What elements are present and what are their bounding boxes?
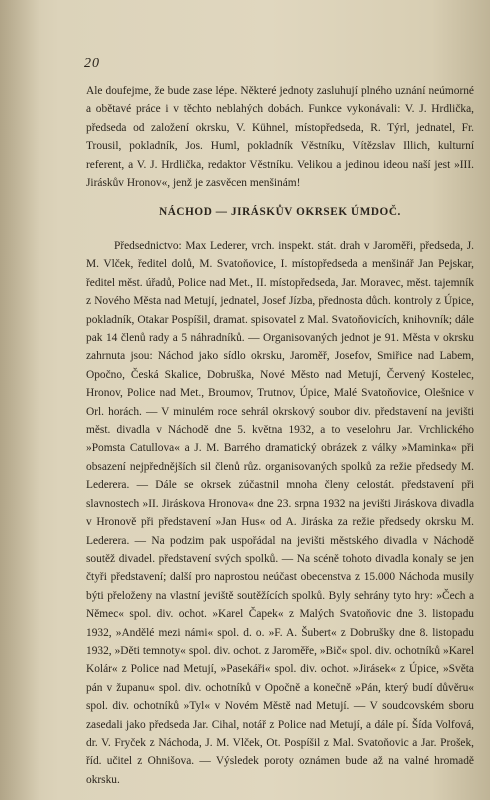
intro-paragraph: Ale doufejme, že bude zase lépe. Některé jednoty zasluhují plného uznání neúmorné a obětavé práce i v těchto neblahých dobách. Funkce vykonávali: V. J. Hrdlička, předseda od založení okrsku, V. Kühnel, místopředseda, R. Týrl, jednatel, Fr. Trousil, pokladník, Jos. Huml, pokladník Věstníku, Vítězslav Illich, kulturní referent, a V. J. Hrdlička, redaktor Věstníku. Velikou a jedinou ideou naší jest »III. Jiráskův Hronov«, jenž je zasvěcen menšinám! (86, 85, 474, 190)
binding-shadow (0, 0, 40, 800)
section-body-paragraph: Předsednictvo: Max Lederer, vrch. inspekt. stát. drah v Jaroměři, předseda, J. M. Vlček, ředitel dolů, M. Svatoňovice, I. místopředseda a menšinář Jan Pejskar, ředitel měst. úřadů, Police nad Met., II. místopředseda, Jar. Moravec, měst. tajemník z Nového Města nad Metují, jednatel, Josef Jízba, přednosta důch. kontroly z Úpice, pokladník, Otakar Pospíšil, dramat. spisovatel z Mal. Svatoňovicích, knihovník; dále pak 14 členů rady a 5 náhradníků. — Organisovaných jednot je 91. Města v okrsku zahrnuta jsou: Náchod jako sídlo okrsku, Jaroměř, Josefov, Smiřice nad Labem, Opočno, Česká Skalice, Dobruška, Nové Město nad Metují, Červený Kostelec, Hronov, Police nad Met., Broumov, Trutnov, Úpice, Malé Svatoňovice, Olešnice v Orl. horách. — V minulém roce sehrál okrskový soubor div. představení na jevišti měst. divadla v Náchodě dne 5. května 1932, a to veselohru Jar. Vrchlického »Pomsta Catullova« a J. M. Barrého dramatický obrázek z války »Maminka« při obsazení nejpřednějších sil členů růz. organisovaných spolků za režie předsedy M. Lederera. — Dále se okrsek zúčastnil mnoha členy celostát. představení při slavnostech »II. Jiráskova Hronova« dne 23. srpna 1932 na jevišti Jiráskova divadla v Hronově při představení »Jan Hus« od A. Jiráska za režie předsedy okrsku M. Lederera. — Na podzim pak uspořádal na jevišti městského divadla v Náchodě soutěž divadel. představení svých spolků. — Na scéně tohoto divadla konaly se jen čtyři představení; další pro naprostou neúčast obecenstva z 15.000 Náchoda musily býti přeloženy na vlastní jeviště soutěžících spolků. Byly sehrány tyto hry: »Čech a Němec« spol. div. ochot. »Karel Čapek« z Malých Svatoňovic dne 3. listopadu 1932, »Andělé mezi námi« spol. d. o. »F. A. Šubert« z Dobrušky dne 8. listopadu 1932, »Děti temnoty« spol. div. ochot. z Jaroměře, »Bič« spol. div. ochotníků »Karel Kolár« z Police nad Metují, »Pasekáři« spol. div. ochot. »Jirásek« z Úpice, »Světa pán v županu« spol. div. ochotníků v Opočně a konečně »Pán, který budí důvěru« spol. div. ochotníků »Tyl« v Novém Městě nad Metují. — V soudcovském sboru zasedali jako předseda Jar. Cihal, notář z Police nad Metují, a dále pí. Šída Volfová, dr. V. Fryček z Náchoda, J. M. Vlček, Ot. Pospíšil z Mal. Svatoňovic a Jar. Prošek, říd. učitel z Ohnišova. — Výsledek poroty oznámen bude až na valné hromadě okrsku. (86, 240, 474, 786)
page-number: 20 (84, 56, 100, 71)
section-heading: NÁCHOD — JIRÁSKŮV OKRSEK ÚMDOČ. (159, 206, 401, 218)
